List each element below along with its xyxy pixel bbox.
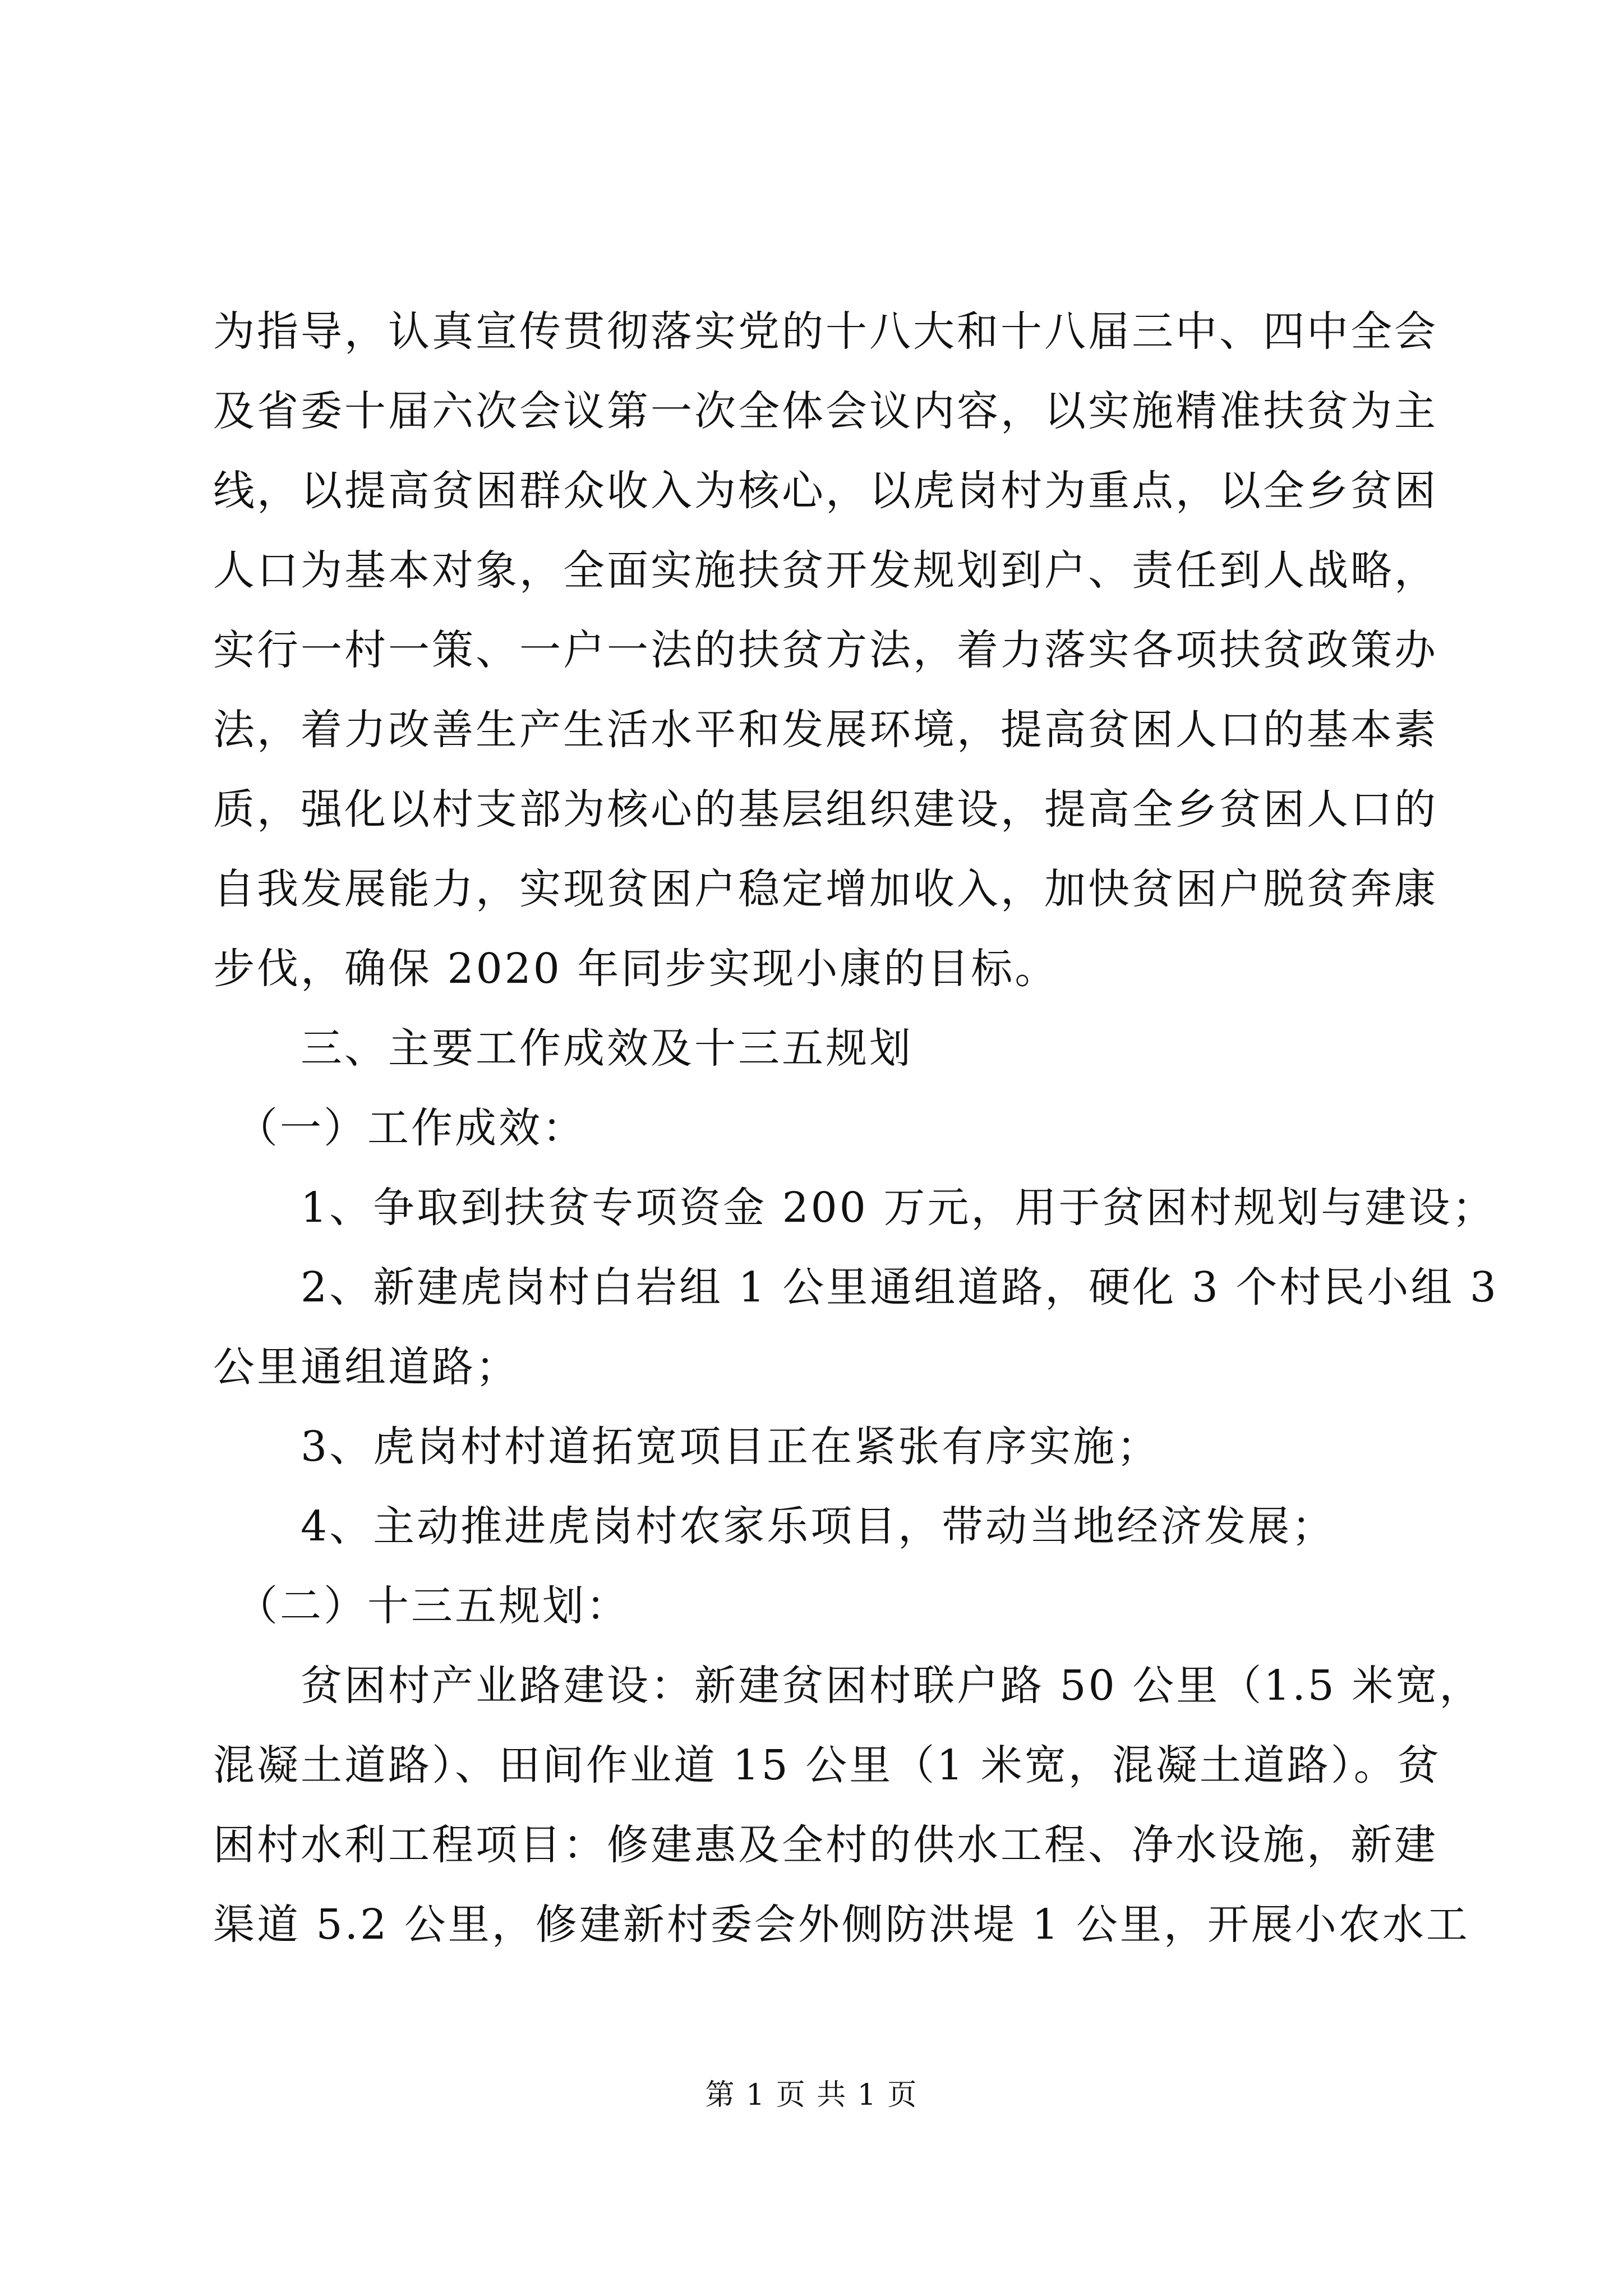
list-item: 2、新建虎岗村白岩组 1 公里通组道路，硬化 3 个村民小组 3	[213, 1263, 1498, 1312]
list-item: 3、虎岗村村道拓宽项目正在紧张有序实施；	[213, 1423, 1161, 1471]
page-footer	[0, 2076, 1623, 2115]
body-text	[213, 292, 1498, 1964]
text-line: 质，强化以村支部为核心的基层组织建设，提高全乡贫困人口的	[213, 785, 1438, 834]
text-line: 实行一村一策、一户一法的扶贫方法，着力落实各项扶贫政策办	[213, 626, 1438, 674]
list-item: 4、主动推进虎岗村农家乐项目，带动当地经济发展；	[213, 1502, 1336, 1550]
text-line: 自我发展能力，实现贫困户稳定增加收入，加快贫困户脱贫奔康	[213, 865, 1438, 913]
text-line: 混凝土道路）、田间作业道 15 公里（1 米宽，混凝土道路）。贫	[213, 1741, 1441, 1789]
text-line: 人口为基本对象，全面实施扶贫开发规划到户、责任到人战略，	[213, 546, 1438, 595]
text-line: 为指导，认真宣传贯彻落实党的十八大和十八届三中、四中全会	[213, 307, 1438, 356]
section-heading: 三、主要工作成效及十三五规划	[213, 1024, 913, 1073]
subsection-heading: （二）十三五规划：	[213, 1582, 630, 1630]
text-line: 法，着力改善生产生活水平和发展环境，提高贫困人口的基本素	[213, 706, 1438, 754]
list-item: 1、争取到扶贫专项资金 200 万元，用于贫困村规划与建设；	[213, 1184, 1496, 1232]
text-line: 步伐，确保 2020 年同步实现小康的目标。	[213, 945, 1059, 993]
page-number-label: 第 1 页 共 1 页	[705, 2078, 918, 2112]
text-line: 渠道 5.2 公里，修建新村委会外侧防洪堤 1 公里，开展小农水工	[213, 1901, 1470, 1949]
list-item-continuation: 公里通组道路；	[213, 1343, 519, 1391]
text-line: 困村水利工程项目：修建惠及全村的供水工程、净水设施，新建	[213, 1821, 1438, 1869]
text-line: 及省委十届六次会议第一次全体会议内容，以实施精准扶贫为主	[213, 387, 1438, 435]
text-line: 线，以提高贫困群众收入为核心，以虎岗村为重点，以全乡贫困	[213, 467, 1438, 515]
text-line: 贫困村产业路建设：新建贫困村联户路 50 公里（1.5 米宽，	[213, 1662, 1483, 1710]
subsection-heading: （一）工作成效：	[213, 1104, 586, 1152]
